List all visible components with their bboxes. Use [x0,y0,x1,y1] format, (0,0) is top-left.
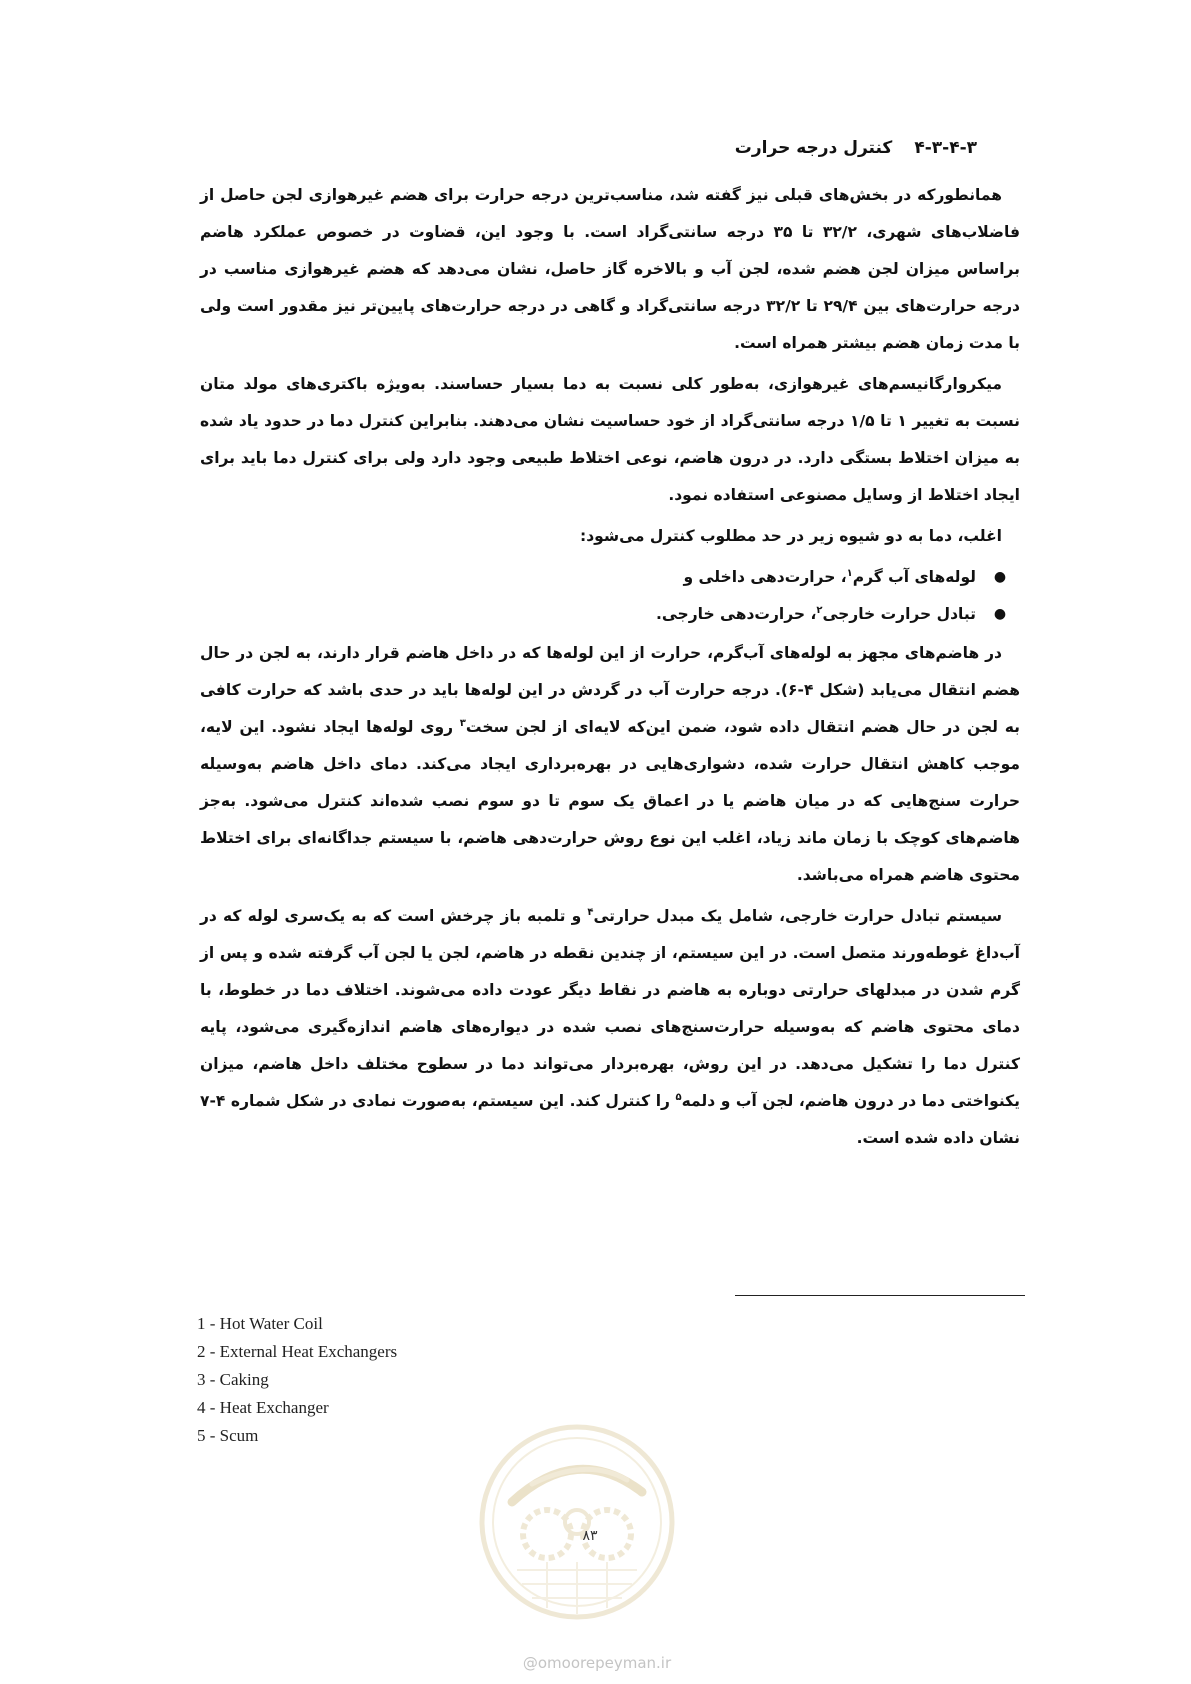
footnote-1: 1 - Hot Water Coil [197,1314,323,1333]
list-item: ● لوله‌های آب گرم$^۱$، حرارت‌دهی داخلی و [200,559,976,596]
paragraph-external-exchange: سیستم تبادل حرارت خارجی، شامل یک مبدل حرارتی$^۴$ و تلمبه باز چرخش است که به یک‌سری لوله که در آب‌داغ غوطه‌ورند متصل است. در این سیستم، از چندین نقطه در هاضم، لجن یا لجن آب گرفته شده و پس از گرم شدن در مبدلهای حرارتی دوباره به هاضم در نقاط دیگر عودت داده می‌شوند. اختلاف دما در خطوط، با دمای محتوی هاضم که به‌وسیله حرارت‌سنج‌های نصب شده در دیواره‌های هاضم اندازه‌گیری می‌شود، پایه کنترل دما را تشکیل می‌دهد. در این روش، بهره‌بردار می‌تواند دما در سطوح مختلف داخل هاضم، میزان یکنواختی دما در درون هاضم، لجن آب و دلمه$^۵$ را کنترل کند. این سیستم، به‌صورت نمادی در شکل شماره ۴-۷ نشان داده شده است. [200,906,1020,1147]
footnote-3: 3 - Caking [197,1370,269,1389]
footnote-divider [735,1295,1025,1296]
page-number: ۸۳ [582,1528,598,1544]
footnote-ref: ۱ [846,567,853,579]
footnote-5: 5 - Scum [197,1426,259,1445]
bullet-icon: ● [993,606,1006,622]
section-number: ۴-۳-۴-۳ [914,138,977,158]
paragraph-optimal-temperature: همانطورکه در بخش‌های قبلی نیز گفته شد، مناسب‌ترین درجه حرارت برای هضم غیرهوازی لجن حاصل از فاضلاب‌های شهری، ۳۲/۲ تا ۳۵ درجه سانتی‌گراد است. با وجود این، قضاوت در خصوص عملکرد هاضم براساس میزان لجن هضم شده، لجن آب و بالاخره گاز حاصل، نشان می‌دهد که هضم غیرهوازی مناسب در درجه حرارت‌های بین ۲۹/۴ تا ۳۲/۲ درجه سانتی‌گراد و گاهی در درجه حرارت‌های پایین‌تر نیز مقدور است ولی با مدت زمان هضم بیشتر همراه است. [200,186,1020,352]
footnote-ref: ۴ [587,906,594,918]
paragraph-hot-water-pipes: در هاضم‌های مجهز به لوله‌های آب‌گرم، حرارت از این لوله‌ها که در داخل هاضم قرار دارند، به لجن در حال هضم انتقال می‌یابد (شکل ۴-۶). درجه حرارت آب در گردش در این لوله‌ها باید در حدی باشد که حرارت کافی به لجن در حال هضم انتقال داده شود، ضمن این‌که لایه‌ای از لجن سخت$^۳$ روی لوله‌ها ایجاد نشود. این لایه، موجب کاهش انتقال حرارت شده، دشواری‌هایی در بهره‌برداری ایجاد می‌کند. دمای داخل هاضم به‌وسیله حرارت سنج‌هایی که در میان هاضم یا در اعماق یک سوم تا دو سوم نصب شده‌اند کنترل می‌شود. به‌جز هاضم‌های کوچک با زمان ماند زیاد، اغلب این نوع روش حرارت‌دهی هاضم، با سیستم جداگانه‌ای برای اختلاط محتوی هاضم همراه می‌باشد. [200,644,1021,884]
watermark-url: @omoorepeyman.ir [522,1654,672,1672]
section-title: کنترل درجه حرارت [734,138,893,158]
body-text [200,177,1020,1161]
bullet-icon: ● [993,569,1006,585]
section-heading [735,138,977,158]
footnote-ref: ۵ [675,1091,682,1103]
paragraph-microorganism-sensitivity: میکروارگانیسم‌های غیرهوازی، به‌طور کلی نسبت به دما بسیار حساسند. به‌ویژه باکتری‌های مولد متان نسبت به تغییر ۱ تا ۱/۵ درجه سانتی‌گراد از خود حساسیت نشان می‌دهند. بنابراین کنترل دما در حدود یاد شده به میزان اختلاط بستگی دارد. در درون هاضم، نوعی اختلاط طبیعی وجود دارد ولی برای کنترل دما باید برای ایجاد اختلاط از وسایل مصنوعی استفاده نمود. [200,375,1020,504]
footnote-4: 4 - Heat Exchanger [197,1398,329,1417]
footnote-2: 2 - External Heat Exchangers [197,1342,398,1361]
list-item: ● تبادل حرارت خارجی$^۲$، حرارت‌دهی خارجی. [200,596,976,633]
footnote-ref: ۲ [816,604,823,616]
paragraph-control-methods-intro: اغلب، دما به دو شیوه زیر در حد مطلوب کنترل می‌شود: [580,527,1002,545]
footnote-ref: ۳ [459,717,466,729]
footnotes [197,1310,397,1450]
control-methods-list [200,559,1020,633]
watermark-logo-icon [477,1422,677,1622]
